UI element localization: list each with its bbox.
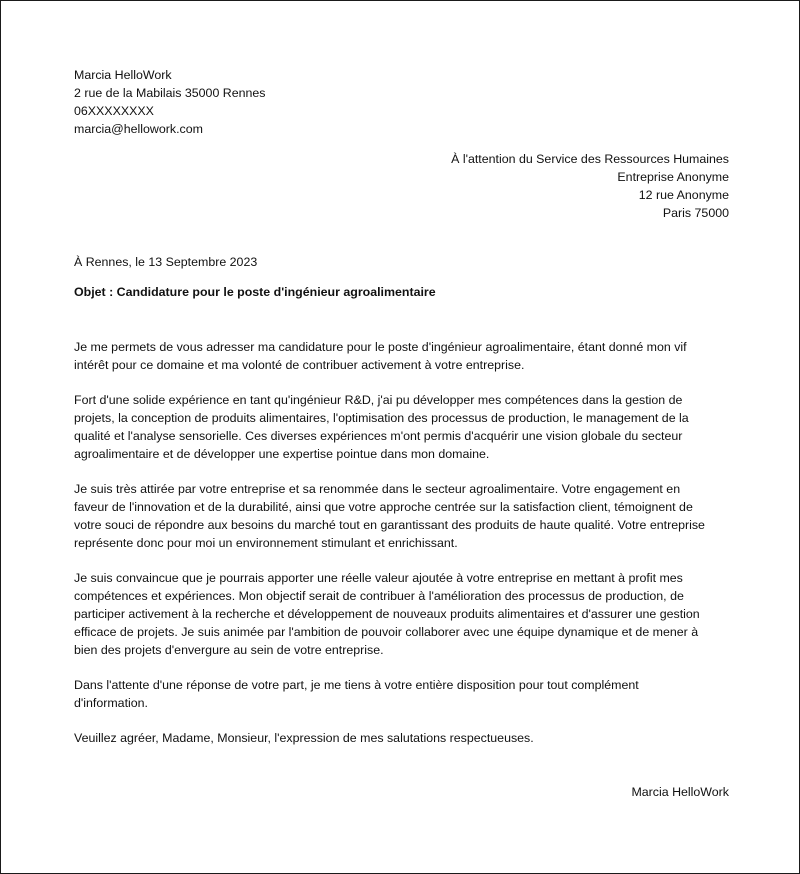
paragraph-line: Je suis très attirée par votre entreprise et sa renommée dans le secteur agroalimentaire. Votre engagement en	[74, 482, 681, 496]
recipient-city: Paris 75000	[662, 206, 729, 220]
sender-email: marcia@hellowork.com	[74, 122, 203, 136]
date-line: À Rennes, le 13 Septembre 2023	[74, 255, 258, 269]
sender-address: 2 rue de la Mabilais 35000 Rennes	[74, 86, 266, 100]
subject-line: Objet : Candidature pour le poste d'ingénieur agroalimentaire	[74, 285, 436, 299]
paragraph-line: participer activement à la recherche et développement de nouveaux produits alimentaires et d'assurer une gestion	[74, 607, 700, 621]
sender-phone: 06XXXXXXXX	[74, 104, 154, 118]
recipient-block	[74, 150, 729, 222]
body-paragraph	[74, 676, 729, 712]
paragraph-line: d'information.	[74, 696, 148, 710]
recipient-attention: À l'attention du Service des Ressources Humaines	[451, 152, 729, 166]
paragraph-line: votre souci de répondre aux besoins du marché tout en garantissant des produits de haute qualité. Votre entreprise	[74, 518, 705, 532]
sender-block	[74, 66, 729, 138]
paragraph-line: représente donc pour moi un environnement stimulant et enrichissant.	[74, 536, 458, 550]
paragraph-line: bien des projets d'envergure au sein de votre entreprise.	[74, 643, 384, 657]
letter-body	[74, 338, 729, 747]
body-paragraph	[74, 569, 729, 659]
paragraph-line: projets, la conception de produits alimentaires, l'optimisation des processus de production, le management de la	[74, 411, 689, 425]
paragraph-line: Veuillez agréer, Madame, Monsieur, l'expression de mes salutations respectueuses.	[74, 731, 534, 745]
paragraph-line: Dans l'attente d'une réponse de votre part, je me tiens à votre entière disposition pour tout complément	[74, 678, 639, 692]
paragraph-line: Je me permets de vous adresser ma candidature pour le poste d'ingénieur agroalimentaire, étant donné mon vif	[74, 340, 687, 354]
recipient-street: 12 rue Anonyme	[638, 188, 729, 202]
paragraph-line: intérêt pour ce domaine et ma volonté de contribuer activement à votre entreprise.	[74, 358, 525, 372]
paragraph-line: Je suis convaincue que je pourrais apporter une réelle valeur ajoutée à votre entreprise en mettant à profit mes	[74, 571, 683, 585]
sender-name: Marcia HelloWork	[74, 68, 172, 82]
body-paragraph	[74, 729, 729, 747]
body-paragraph	[74, 480, 729, 552]
paragraph-line: faveur de l'innovation et de la durabilité, ainsi que votre approche centrée sur la satisfaction client, témoignent de	[74, 500, 693, 514]
paragraph-line: efficace de projets. Je suis animée par l'ambition de pouvoir collaborer avec une équipe dynamique et de mener à	[74, 625, 699, 639]
signature: Marcia HelloWork	[631, 785, 729, 799]
recipient-company: Entreprise Anonyme	[617, 170, 729, 184]
paragraph-line: agroalimentaire et de développer une expertise pointue dans mon domaine.	[74, 447, 490, 461]
letter-content	[74, 66, 729, 801]
body-paragraph	[74, 338, 729, 374]
paragraph-line: Fort d'une solide expérience en tant qu'ingénieur R&D, j'ai pu développer mes compétences dans la gestion de	[74, 393, 683, 407]
body-paragraph	[74, 391, 729, 463]
paragraph-line: qualité et l'analyse sensorielle. Ces diverses expériences m'ont permis d'acquérir une vision globale du secteur	[74, 429, 683, 443]
paragraph-line: compétences et expériences. Mon objectif serait de contribuer à l'amélioration des processus de production, de	[74, 589, 684, 603]
